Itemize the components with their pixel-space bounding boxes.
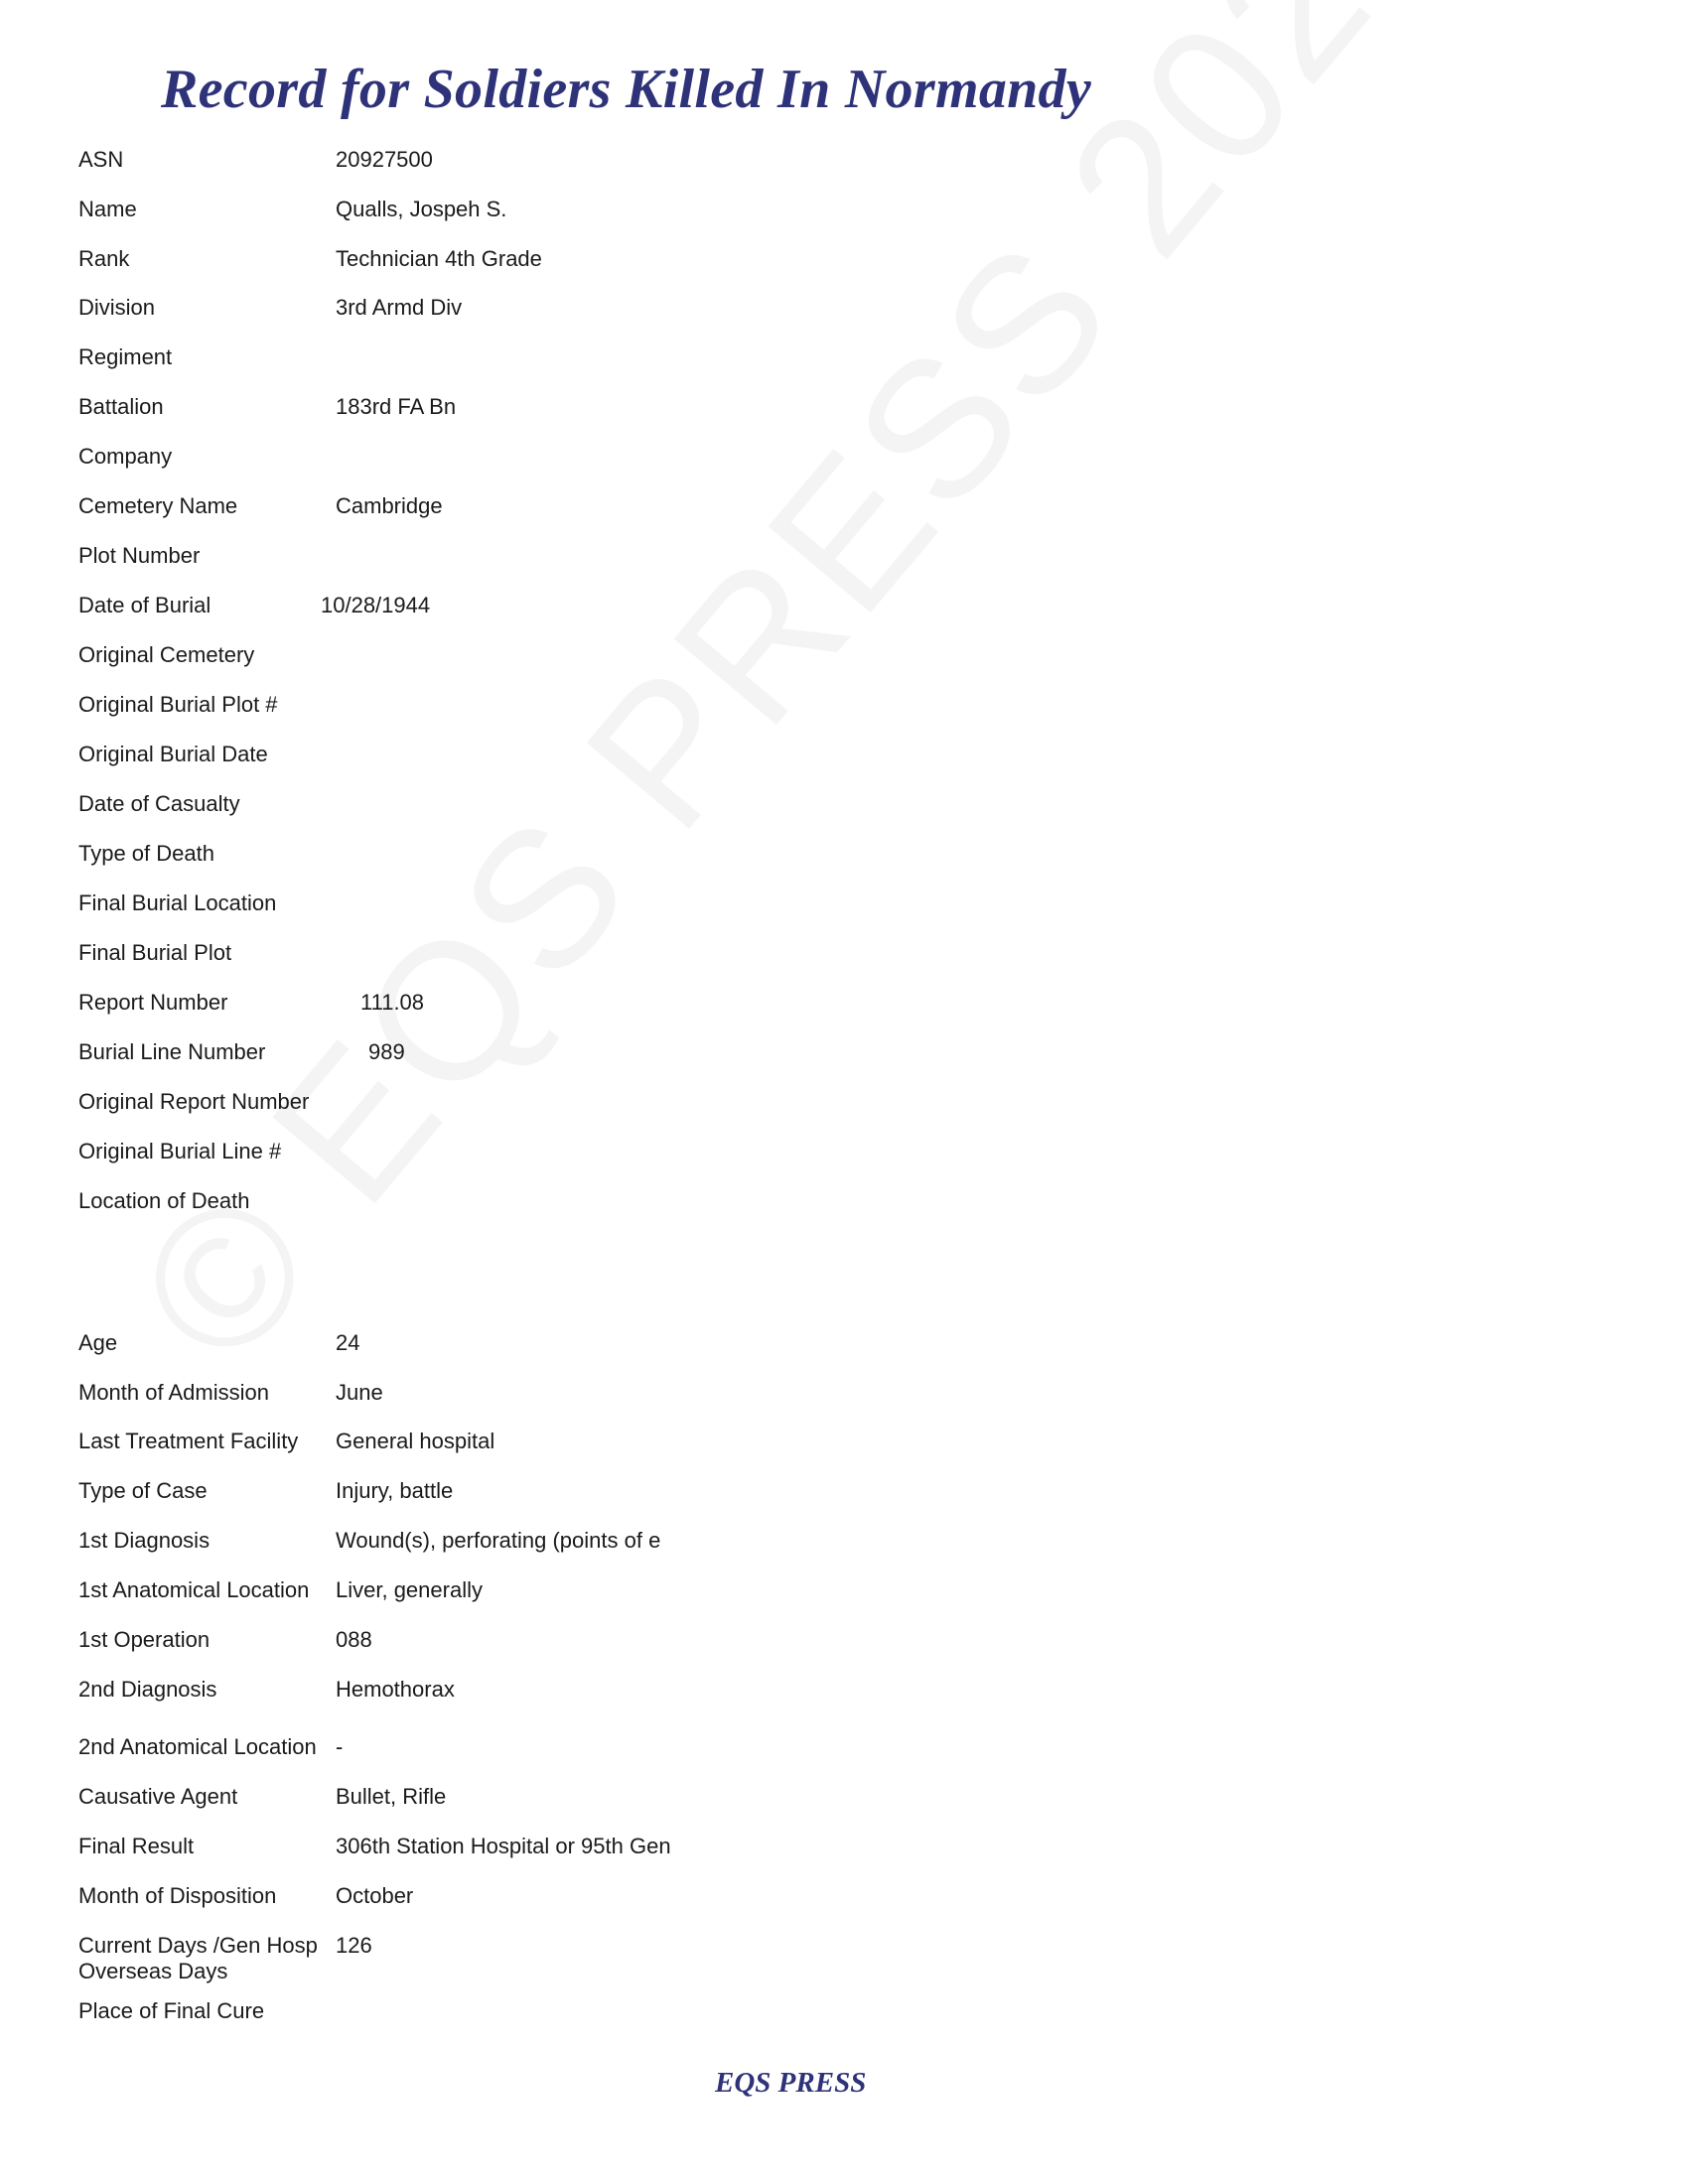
field-label: Cemetery Name (78, 493, 238, 518)
field-value: October (336, 1883, 414, 1908)
field-label: Original Cemetery (78, 642, 255, 667)
field-label: Original Burial Date (78, 742, 268, 766)
field-label: Name (78, 197, 137, 221)
field-label: Original Report Number (78, 1089, 310, 1114)
field-label: Plot Number (78, 543, 201, 568)
field-label: 2nd Anatomical Location (78, 1734, 317, 1759)
field-value: 20927500 (336, 147, 433, 172)
field-label: Final Burial Plot (78, 940, 232, 965)
field-label: 1st Diagnosis (78, 1528, 211, 1553)
field-label: Regiment (78, 344, 173, 369)
field-value: Injury, battle (336, 1478, 454, 1503)
field-label: Final Result (78, 1834, 195, 1858)
field-value: Hemothorax (336, 1677, 455, 1702)
field-label: Type of Death (78, 841, 214, 866)
field-value: 088 (336, 1627, 372, 1652)
field-label: Date of Casualty (78, 791, 240, 816)
field-label: Current Days /Gen Hosp (78, 1933, 318, 1958)
field-value: Cambridge (336, 493, 443, 518)
field-value: - (336, 1734, 344, 1759)
field-label: Original Burial Line # (78, 1139, 282, 1163)
field-label: Company (78, 444, 173, 469)
field-value: 183rd FA Bn (336, 394, 457, 419)
field-value: Liver, generally (336, 1577, 483, 1602)
field-label: 1st Anatomical Location (78, 1577, 310, 1602)
field-value: Wound(s), perforating (points of e (336, 1528, 661, 1553)
field-label: ASN (78, 147, 124, 172)
field-label: Rank (78, 246, 130, 271)
publisher-footer: EQS PRESS (715, 2067, 867, 2099)
field-value: 989 (368, 1039, 405, 1064)
field-value: 126 (336, 1933, 372, 1958)
field-value: 306th Station Hospital or 95th Gen (336, 1834, 671, 1858)
field-value: 24 (336, 1330, 360, 1355)
field-label: Date of Burial (78, 593, 211, 617)
field-label: 2nd Diagnosis (78, 1677, 217, 1702)
field-label: Location of Death (78, 1188, 250, 1213)
field-label: Final Burial Location (78, 890, 277, 915)
field-label: Last Treatment Facility (78, 1429, 299, 1453)
field-value: June (336, 1380, 383, 1405)
page-title: Record for Soldiers Killed In Normandy (161, 59, 1092, 120)
field-label: Type of Case (78, 1478, 208, 1503)
field-label: Division (78, 295, 156, 320)
field-label: 1st Operation (78, 1627, 211, 1652)
field-label: Causative Agent (78, 1784, 238, 1809)
field-label: Month of Admission (78, 1380, 269, 1405)
field-label: Month of Disposition (78, 1883, 277, 1908)
field-value: Technician 4th Grade (336, 246, 542, 271)
field-value: Qualls, Jospeh S. (336, 197, 507, 221)
field-value: 10/28/1944 (321, 593, 431, 617)
field-value: 111.08 (360, 990, 425, 1015)
field-label: Battalion (78, 394, 164, 419)
field-value: General hospital (336, 1429, 495, 1453)
field-value: Bullet, Rifle (336, 1784, 447, 1809)
field-label: Age (78, 1330, 118, 1355)
field-label: Report Number (78, 990, 228, 1015)
field-label: Burial Line Number (78, 1039, 266, 1064)
field-label: Original Burial Plot # (78, 692, 278, 717)
field-value: 3rd Armd Div (336, 295, 463, 320)
field-label: Overseas Days (78, 1959, 228, 1983)
field-label: Place of Final Cure (78, 1998, 265, 2023)
